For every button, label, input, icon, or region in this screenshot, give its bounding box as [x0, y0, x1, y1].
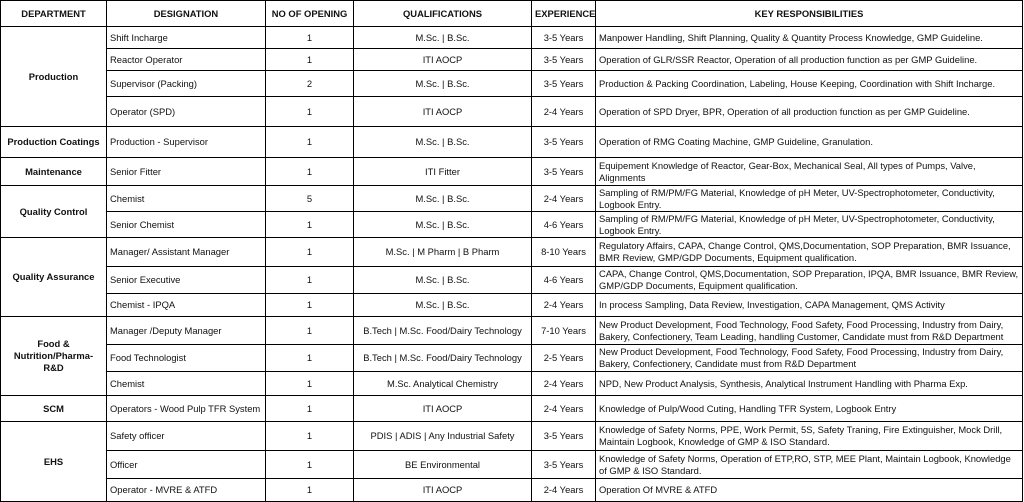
responsibilities-cell: New Product Development, Food Technology, Food Safety, Food Processing, Industry from Dairy, Bakery, Confectionery, Candidate must from R&D Department [596, 345, 1023, 372]
openings-cell: 2 [266, 71, 354, 97]
openings-cell: 1 [266, 267, 354, 294]
experience-cell: 3-5 Years [532, 27, 596, 49]
qualifications-cell: PDIS | ADIS | Any Industrial Safety [354, 422, 532, 451]
table-row [1, 27, 1023, 49]
header-department: DEPARTMENT [1, 1, 107, 27]
experience-cell: 3-5 Years [532, 451, 596, 479]
experience-cell: 2-4 Years [532, 294, 596, 317]
openings-cell: 1 [266, 372, 354, 396]
experience-cell: 3-5 Years [532, 71, 596, 97]
qualifications-cell: ITI AOCP [354, 97, 532, 127]
table-row [1, 186, 1023, 212]
table-row [1, 267, 1023, 294]
responsibilities-cell: Operation of SPD Dryer, BPR, Operation of all production function as per GMP Guideline. [596, 97, 1023, 127]
department-ehs: EHS [1, 422, 107, 502]
experience-cell: 2-4 Years [532, 396, 596, 422]
header-row [1, 1, 1023, 27]
experience-cell: 2-4 Years [532, 97, 596, 127]
header-key-responsibilities: KEY RESPONSIBILITIES [596, 1, 1023, 27]
openings-cell: 1 [266, 158, 354, 186]
responsibilities-cell: CAPA, Change Control, QMS,Documentation, SOP Preparation, IPQA, BMR Issuance, BMR Review, GMP/GDP Documents, Equipment qualification. [596, 267, 1023, 294]
experience-cell: 4-6 Years [532, 267, 596, 294]
qualifications-cell: M.Sc. | B.Sc. [354, 212, 532, 238]
designation-cell: Officer [107, 451, 266, 479]
openings-cell: 1 [266, 127, 354, 158]
experience-cell: 8-10 Years [532, 238, 596, 267]
table-row [1, 212, 1023, 238]
responsibilities-cell: Knowledge of Safety Norms, PPE, Work Permit, 5S, Safety Traning, Fire Extinguisher, Mock Drill, Maintain Logbook, Knowledge of GMP & ISO Standard. [596, 422, 1023, 451]
qualifications-cell: ITI AOCP [354, 49, 532, 71]
experience-cell: 2-4 Years [532, 372, 596, 396]
openings-cell: 5 [266, 186, 354, 212]
qualifications-cell: M.Sc. | B.Sc. [354, 27, 532, 49]
qualifications-cell: ITI AOCP [354, 479, 532, 502]
table-row [1, 49, 1023, 71]
department-food-nutrition-pharma-rd: Food & Nutrition/Pharma-R&D [1, 317, 107, 396]
header-qualifications: QUALIFICATIONS [354, 1, 532, 27]
responsibilities-cell: New Product Development, Food Technology, Food Safety, Food Processing, Industry from Dairy, Bakery, Confectionery, Team Leading, handling Customer, Candidate must from R&D Department [596, 317, 1023, 345]
table-row [1, 396, 1023, 422]
qualifications-cell: BE Environmental [354, 451, 532, 479]
table-row [1, 345, 1023, 372]
designation-cell: Senior Chemist [107, 212, 266, 238]
designation-cell: Chemist - IPQA [107, 294, 266, 317]
designation-cell: Chemist [107, 372, 266, 396]
openings-cell: 1 [266, 97, 354, 127]
responsibilities-cell: Production & Packing Coordination, Labeling, House Keeping, Coordination with Shift Incharge. [596, 71, 1023, 97]
qualifications-cell: M.Sc. Analytical Chemistry [354, 372, 532, 396]
header-experience: EXPERIENCE [532, 1, 596, 27]
designation-cell: Production - Supervisor [107, 127, 266, 158]
openings-cell: 1 [266, 479, 354, 502]
table-row [1, 317, 1023, 345]
responsibilities-cell: Knowledge of Pulp/Wood Cuting, Handling TFR System, Logbook Entry [596, 396, 1023, 422]
qualifications-cell: B.Tech | M.Sc. Food/Dairy Technology [354, 317, 532, 345]
header-designation: DESIGNATION [107, 1, 266, 27]
openings-cell: 1 [266, 49, 354, 71]
designation-cell: Food Technologist [107, 345, 266, 372]
experience-cell: 3-5 Years [532, 127, 596, 158]
table-row [1, 71, 1023, 97]
qualifications-cell: ITI Fitter [354, 158, 532, 186]
responsibilities-cell: Sampling of RM/PM/FG Material, Knowledge of pH Meter, UV-Spectrophotometer, Conductivity, Logbook Entry. [596, 212, 1023, 238]
designation-cell: Operators - Wood Pulp TFR System [107, 396, 266, 422]
responsibilities-cell: Operation of GLR/SSR Reactor, Operation of all production function as per GMP Guideline. [596, 49, 1023, 71]
designation-cell: Operator (SPD) [107, 97, 266, 127]
designation-cell: Safety officer [107, 422, 266, 451]
responsibilities-cell: Equipement Knowledge of Reactor, Gear-Box, Mechanical Seal, All types of Pumps, Valve, Alignments [596, 158, 1023, 186]
responsibilities-cell: Operation Of MVRE & ATFD [596, 479, 1023, 502]
qualifications-cell: M.Sc. | B.Sc. [354, 127, 532, 158]
qualifications-cell: M.Sc. | B.Sc. [354, 267, 532, 294]
experience-cell: 3-5 Years [532, 158, 596, 186]
openings-cell: 1 [266, 212, 354, 238]
qualifications-cell: M.Sc. | B.Sc. [354, 186, 532, 212]
qualifications-cell: M.Sc. | B.Sc. [354, 294, 532, 317]
designation-cell: Shift Incharge [107, 27, 266, 49]
table-row [1, 238, 1023, 267]
table-row [1, 158, 1023, 186]
qualifications-cell: M.Sc. | B.Sc. [354, 71, 532, 97]
designation-cell: Manager/ Assistant Manager [107, 238, 266, 267]
openings-cell: 1 [266, 451, 354, 479]
experience-cell: 2-5 Years [532, 345, 596, 372]
openings-cell: 1 [266, 396, 354, 422]
qualifications-cell: B.Tech | M.Sc. Food/Dairy Technology [354, 345, 532, 372]
openings-cell: 1 [266, 27, 354, 49]
experience-cell: 2-4 Years [532, 186, 596, 212]
experience-cell: 2-4 Years [532, 479, 596, 502]
table-row [1, 97, 1023, 127]
experience-cell: 4-6 Years [532, 212, 596, 238]
experience-cell: 3-5 Years [532, 49, 596, 71]
table-row [1, 479, 1023, 502]
designation-cell: Senior Fitter [107, 158, 266, 186]
responsibilities-cell: Sampling of RM/PM/FG Material, Knowledge of pH Meter, UV-Spectrophotometer, Conductivity, Logbook Entry. [596, 186, 1023, 212]
designation-cell: Reactor Operator [107, 49, 266, 71]
responsibilities-cell: Operation of RMG Coating Machine, GMP Guideline, Granulation. [596, 127, 1023, 158]
responsibilities-cell: Manpower Handling, Shift Planning, Quality & Quantity Process Knowledge, GMP Guideline. [596, 27, 1023, 49]
openings-cell: 1 [266, 422, 354, 451]
designation-cell: Chemist [107, 186, 266, 212]
openings-cell: 1 [266, 238, 354, 267]
experience-cell: 3-5 Years [532, 422, 596, 451]
table-row [1, 294, 1023, 317]
qualifications-cell: ITI AOCP [354, 396, 532, 422]
department-maintenance: Maintenance [1, 158, 107, 186]
header-no-of-opening: NO OF OPENING [266, 1, 354, 27]
responsibilities-cell: Knowledge of Safety Norms, Operation of ETP,RO, STP, MEE Plant, Maintain Logbook, Knowledge of GMP & ISO Standard. [596, 451, 1023, 479]
responsibilities-cell: In process Sampling, Data Review, Investigation, CAPA Management, QMS Activity [596, 294, 1023, 317]
department-scm: SCM [1, 396, 107, 422]
designation-cell: Operator - MVRE & ATFD [107, 479, 266, 502]
openings-cell: 1 [266, 294, 354, 317]
openings-cell: 1 [266, 317, 354, 345]
table-row [1, 372, 1023, 396]
department-quality-control: Quality Control [1, 186, 107, 238]
qualifications-cell: M.Sc. | M Pharm | B Pharm [354, 238, 532, 267]
designation-cell: Supervisor (Packing) [107, 71, 266, 97]
department-production: Production [1, 27, 107, 127]
openings-cell: 1 [266, 345, 354, 372]
table-row [1, 422, 1023, 451]
designation-cell: Senior Executive [107, 267, 266, 294]
department-quality-assurance: Quality Assurance [1, 238, 107, 317]
designation-cell: Manager /Deputy Manager [107, 317, 266, 345]
experience-cell: 7-10 Years [532, 317, 596, 345]
department-production-coatings: Production Coatings [1, 127, 107, 158]
table-row [1, 451, 1023, 479]
table-row [1, 127, 1023, 158]
responsibilities-cell: NPD, New Product Analysis, Synthesis, Analytical Instrument Handling with Pharma Exp. [596, 372, 1023, 396]
responsibilities-cell: Regulatory Affairs, CAPA, Change Control, QMS,Documentation, SOP Preparation, BMR Issuance, BMR Review, GMP/GDP Documents, Equipment qualification. [596, 238, 1023, 267]
